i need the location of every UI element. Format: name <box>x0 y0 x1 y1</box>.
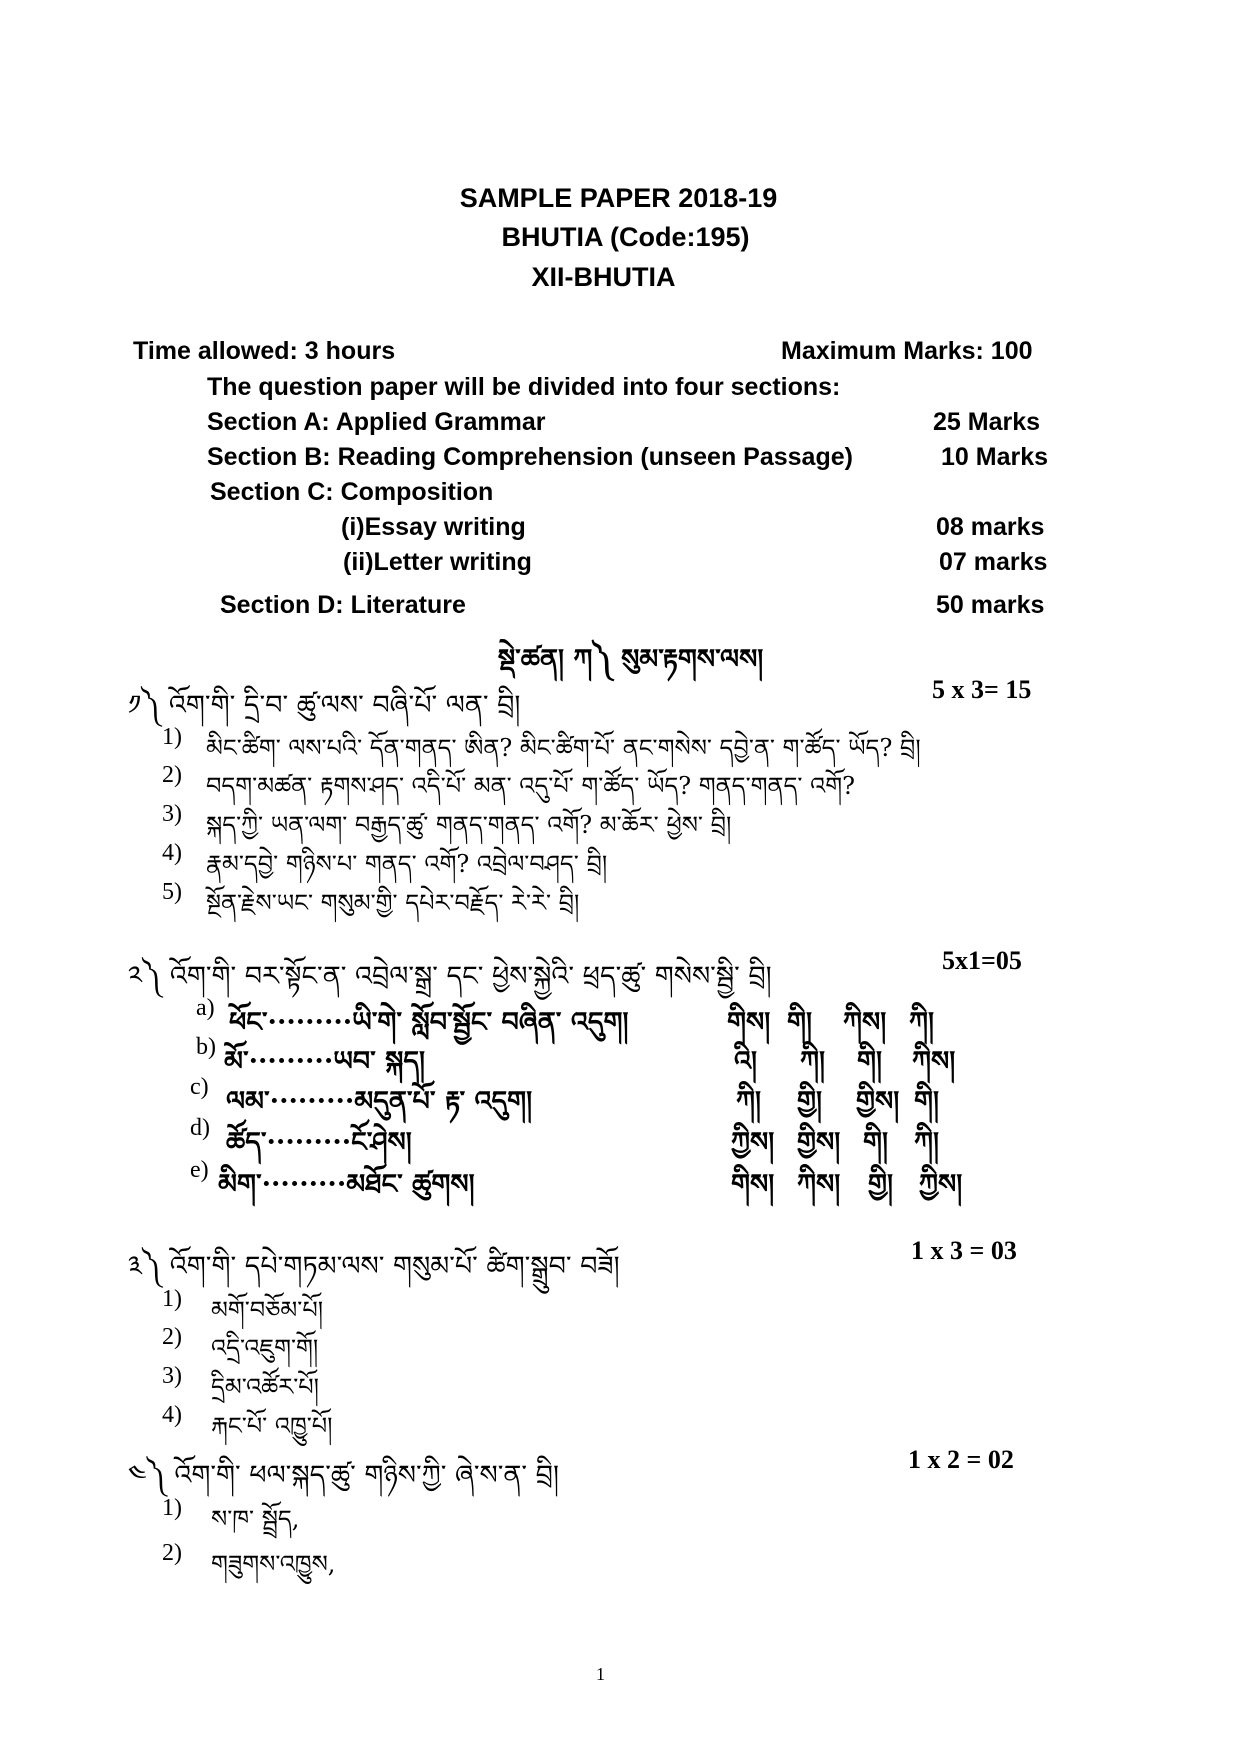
q1-item-number: 2) <box>162 762 182 788</box>
q3-item-number: 1) <box>162 1286 182 1312</box>
q2-option: གྱི། <box>868 1169 894 1200</box>
q2-option: གི། <box>857 1046 883 1077</box>
q2-item-letter: b) <box>196 1034 216 1060</box>
sections-intro: The question paper will be divided into four sections: <box>207 373 841 401</box>
q2-item-letter: d) <box>190 1115 210 1141</box>
q2-option: གི། <box>787 1007 813 1038</box>
q3-item-text: དྲིམ་འཚོར་པོ། <box>211 1373 319 1401</box>
q1-item-text: སྔོན་རྗེས་ཡང་ གསུམ་གྱི་ དཔེར་བརྗོད་ རེ་རེ་ བྲི། <box>206 889 580 917</box>
q2-item-text: ཕོང་·········ཡི་གེ་ སློབ་སྦྱོང་ བཞིན་ འདུག། <box>229 1007 629 1038</box>
class-title: XII-BHUTIA <box>531 262 676 292</box>
q2-option: ཀི། <box>800 1046 826 1077</box>
q3-marks: 1 x 3 = 03 <box>911 1236 1017 1265</box>
q4-marks: 1 x 2 = 02 <box>908 1445 1014 1474</box>
q3-item-number: 4) <box>162 1402 182 1428</box>
q2-option: གྱི། <box>797 1086 823 1117</box>
q4-item-number: 1) <box>162 1495 182 1521</box>
q1-marks: 5 x 3= 15 <box>932 675 1032 704</box>
q2-item-text: མིག་·········མཐོང་ ཚུགས། <box>218 1169 475 1200</box>
section-a-label: Section A: Applied Grammar <box>207 408 546 436</box>
q2-option: ཀིས། <box>797 1169 841 1200</box>
section-d-marks: 50 marks <box>936 591 1045 619</box>
section-c1-marks: 08 marks <box>936 513 1045 541</box>
q1-heading: ༡༽ འོག་གི་ དྲི་བ་ ཚུ་ལས་ བཞི་པོ་ ལན་ བྲི། <box>128 690 521 721</box>
q2-option: ཀིས། <box>912 1046 956 1077</box>
q1-item-text: བདག་མཚན་ རྟགས་ཤད་ འདི་པོ་ མན་ འདུ་པོ་ ག་ཚོད་ ཡོད? གནད་གནད་ འགོ? <box>206 772 855 800</box>
q4-item-number: 2) <box>162 1540 182 1566</box>
section-d-label: Section D: Literature <box>220 591 466 619</box>
time-allowed: Time allowed: 3 hours <box>133 337 396 365</box>
q2-item-text: མོ་·········ཡབ་ སྐད། <box>224 1046 426 1077</box>
q1-item-number: 1) <box>162 724 182 750</box>
q4-item-text: ས་ཁ་ སྦྲོད, <box>211 1505 300 1533</box>
section-c2-label: (ii)Letter writing <box>343 548 532 576</box>
section-c1-label: (i)Essay writing <box>341 513 526 541</box>
q2-option: གི། <box>863 1127 889 1158</box>
page-number: 1 <box>596 1664 605 1684</box>
section-c-label: Section C: Composition <box>210 478 494 506</box>
q2-item-letter: c) <box>190 1074 209 1100</box>
q2-option: འི། <box>734 1046 758 1077</box>
q2-option: ཀྱིས། <box>731 1127 775 1158</box>
q2-option: ཀི། <box>914 1127 940 1158</box>
q3-item-text: རྐང་པོ་ འཁྱུ་པོ། <box>211 1412 333 1440</box>
section-a-marks: 25 Marks <box>933 408 1041 436</box>
q2-option: གྱིས། <box>856 1086 900 1117</box>
q1-item-number: 4) <box>162 840 182 866</box>
q2-heading: ༢༽ འོག་གི་ བར་སྟོང་ན་ འབྲེལ་སྒྲ་ དང་ ཕྱེས་སྐྱེའི་ ཕྲད་ཚུ་ གསེས་སྦྱི་ བྲི། <box>128 961 772 992</box>
q3-item-text: མགོ་བཅོམ་པོ། <box>211 1296 324 1324</box>
q2-option: ཀིས། <box>843 1007 887 1038</box>
q2-option: ཀི། <box>909 1007 935 1038</box>
section-c2-marks: 07 marks <box>939 548 1048 576</box>
q2-option: གིས། <box>731 1169 775 1200</box>
q2-option: གི། <box>914 1086 940 1117</box>
q2-option: གིས། <box>727 1007 771 1038</box>
q2-option: ཀི། <box>736 1086 762 1117</box>
subject-title: BHUTIA (Code:195) <box>501 222 750 252</box>
q1-item-number: 5) <box>162 879 182 905</box>
maximum-marks: Maximum Marks: 100 <box>781 337 1033 365</box>
q4-item-text: གཟུགས་འཁྱུས, <box>211 1550 336 1578</box>
q2-item-text: ཚོད་·········ངོ་ཤེས། <box>226 1127 412 1158</box>
page-title: SAMPLE PAPER 2018-19 <box>459 183 778 213</box>
q4-heading: ༤༽ འོག་གི་ ཕལ་སྐད་ཚུ་ གཉིས་ཀྱི་ ཞེ་ས་ན་ བྲི། <box>128 1460 559 1491</box>
q3-item-number: 2) <box>162 1324 182 1350</box>
q3-heading: ༣༽ འོག་གི་ དཔེ་གཏམ་ལས་ གསུམ་པོ་ ཚིག་སྒྲུབ་ བཟོ། <box>128 1251 620 1282</box>
q2-option: གྱིས། <box>797 1127 841 1158</box>
q1-item-text: མིང་ཚིག་ ལས་པའི་ དོན་གནད་ ཨིན? མིང་ཚིག་པོ་ ནང་གསེས་ དབྱེ་ན་ ག་ཚོད་ ཡོད? བྲི། <box>206 734 921 762</box>
q2-item-letter: e) <box>190 1157 209 1183</box>
section-a-heading: སྡེ་ཚན། ཀ༽ སུམ་རྟགས་ལས། <box>497 644 764 675</box>
q2-item-letter: a) <box>196 995 215 1021</box>
q1-item-text: རྣམ་དབྱེ་ གཉིས་པ་ གནད་ འགོ? འབྲེལ་བཤད་ བྲི། <box>206 850 608 878</box>
q3-item-text: འདྲི་འཇུག་གོ། <box>211 1334 319 1362</box>
q3-item-number: 3) <box>162 1363 182 1389</box>
q2-item-text: ལམ་·········མདུན་པོ་ རྟ་ འདུག། <box>226 1086 533 1117</box>
section-b-marks: 10 Marks <box>941 443 1049 471</box>
q1-item-text: སྐད་ཀྱི་ ཡན་ལག་ བརྒྱད་ཚུ་ གནད་གནད་ འགོ? མ་ཆོར་ ཕྱེས་ བྲི། <box>206 811 732 839</box>
q2-option: ཀྱིས། <box>919 1169 963 1200</box>
q1-item-number: 3) <box>162 801 182 827</box>
q2-marks: 5x1=05 <box>942 946 1022 975</box>
section-b-label: Section B: Reading Comprehension (unseen Passage) <box>207 443 853 471</box>
